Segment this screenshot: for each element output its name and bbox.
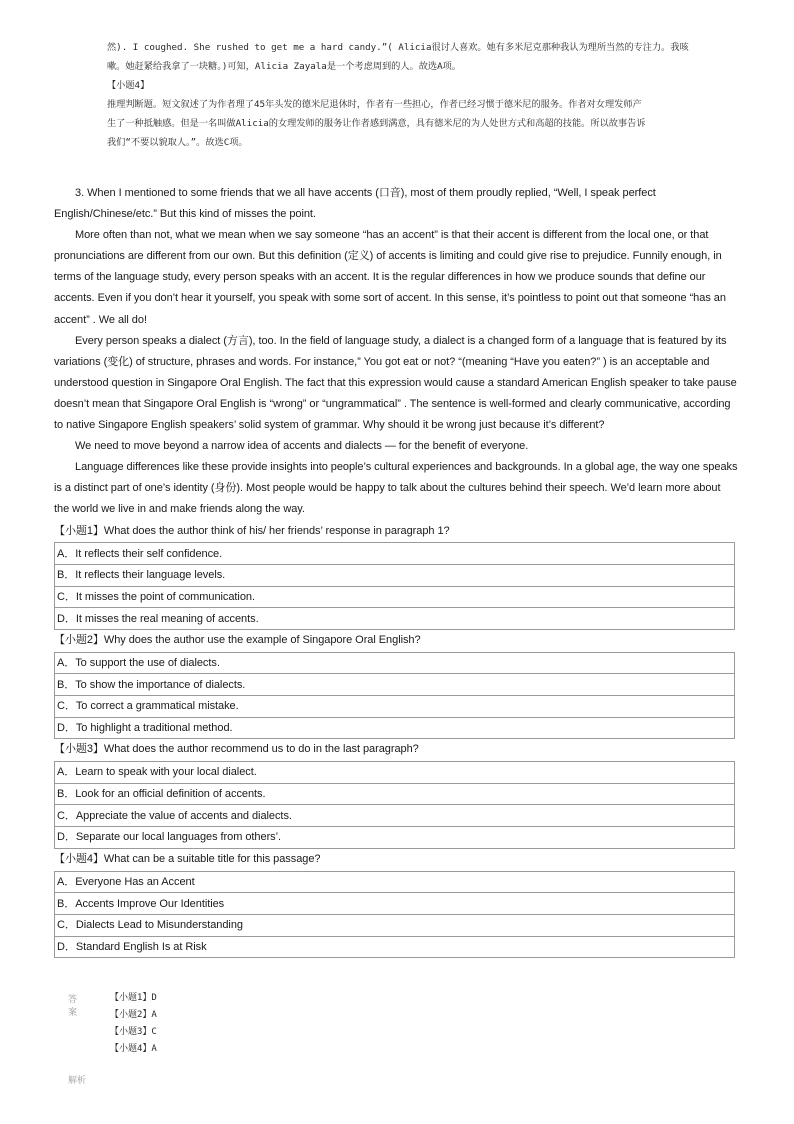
options-table <box>54 871 735 959</box>
question-title: 【小题1】What does the author think of his/ her friends’ response in paragraph 1? <box>54 524 450 537</box>
answer-item: 【小题3】C <box>110 1027 157 1037</box>
answers-label: 答案 <box>68 995 78 1018</box>
answers-list <box>110 992 250 1060</box>
explanation-line: 推理判断题。短文叙述了为作者理了45年头发的德米尼退休时，作者有一些担心，作者已经习惯于德米尼的服务。作者对女理发师产 <box>107 99 642 110</box>
passage-paragraph-2: More often than not, what we mean when we say someone “has an accent” is that their accent is different from the local one, or that pronunciations are different from our own. But this definition (定义) of accents is limiting and could give rise to prejudice. Funnily enough, in terms of the language study, every person speaks with an accent. It is the regular differences in how we produce sounds that define our accents. Even if you don’t hear it yourself, you speak with some sort of accent. In this sense, it’s pointless to point out that someone “has an accent” . We all do! <box>54 229 726 326</box>
answer-item: 【小题2】A <box>110 1010 157 1020</box>
option-b[interactable]: B．To show the importance of dialects. <box>55 674 735 696</box>
options-table <box>54 542 735 630</box>
question-2 <box>54 630 738 739</box>
option-c[interactable]: C．To correct a grammatical mistake. <box>55 696 735 718</box>
option-a[interactable]: A．It reflects their self confidence. <box>55 543 735 565</box>
question-1 <box>54 521 738 630</box>
passage-paragraph-1: 3. When I mentioned to some friends that we all have accents (口音), most of them proudly replied, “Well, I speak perfect English/Chinese/etc.” But this kind of misses the point. <box>54 187 656 221</box>
sub-question-heading: 【小题4】 <box>107 80 150 91</box>
previous-explanation <box>107 38 722 152</box>
options-table <box>54 761 735 849</box>
option-d[interactable]: D．Separate our local languages from others’. <box>55 827 735 849</box>
passage-paragraph-3: Every person speaks a dialect (方言), too. In the field of language study, a dialect is a changed form of a language that is featured by its variations (变化) of structure, phrases and words. For instance,” You got eat or not? “(meaning “Have you eaten?” ) is an acceptable and understood question in Singapore Oral English. The fact that this expression would cause a standard American English speaker to take pause doesn’t mean that Singapore Oral English is “wrong” or “ungrammatical” . The sentence is well-formed and clearly communicative, according to native Singapore English speakers’ solid system of grammar. Why should it be wrong just because it’s different? <box>54 334 737 432</box>
option-c[interactable]: C．It misses the point of communication. <box>55 586 735 608</box>
question-title: 【小题4】What can be a suitable title for this passage? <box>54 852 321 865</box>
explanation-line: 然). I coughed. She rushed to get me a hard candy.”( Alicia很讨人喜欢。她有多米尼克那种我认为理所当然的专注力。我咳 <box>107 42 689 53</box>
option-c[interactable]: C．Dialects Lead to Misunderstanding <box>55 914 735 936</box>
option-a[interactable]: A．To support the use of dialects. <box>55 652 735 674</box>
passage-paragraph-5: Language differences like these provide insights into people’s cultural experiences and backgrounds. In a global age, the way one speaks is a distinct part of one’s identity (身份). Most people would be happy to talk about the cultures behind their speech. We’d learn more about the world we live in and make friends along the way. <box>54 461 738 516</box>
question-4 <box>54 849 738 958</box>
option-a[interactable]: A．Everyone Has an Accent <box>55 871 735 893</box>
option-c[interactable]: C．Appreciate the value of accents and dialects. <box>55 805 735 827</box>
question-3 <box>54 739 738 848</box>
reading-passage <box>54 183 738 958</box>
question-title: 【小题2】Why does the author use the example of Singapore Oral English? <box>54 633 421 646</box>
question-title: 【小题3】What does the author recommend us to do in the last paragraph? <box>54 743 419 756</box>
option-b[interactable]: B．Look for an official definition of accents. <box>55 783 735 805</box>
answer-item: 【小题1】D <box>110 993 157 1003</box>
option-b[interactable]: B．Accents Improve Our Identities <box>55 893 735 915</box>
passage-paragraph-4: We need to move beyond a narrow idea of accents and dialects — for the benefit of everyone. <box>75 440 529 453</box>
option-d[interactable]: D．Standard English Is at Risk <box>55 936 735 958</box>
option-d[interactable]: D．To highlight a traditional method. <box>55 717 735 739</box>
analysis-label: 解析 <box>68 1076 87 1086</box>
explanation-line: 嗽。她赶紧给我拿了一块糖。)可知，Alicia Zayala是一个考虑周到的人。故选A项。 <box>107 61 461 72</box>
explanation-line: 我们“不要以貌取人。”。故选C项。 <box>107 137 248 148</box>
option-d[interactable]: D．It misses the real meaning of accents. <box>55 608 735 630</box>
option-b[interactable]: B．It reflects their language levels. <box>55 564 735 586</box>
answer-item: 【小题4】A <box>110 1044 157 1054</box>
option-a[interactable]: A．Learn to speak with your local dialect. <box>55 762 735 784</box>
options-table <box>54 652 735 740</box>
explanation-line: 生了一种抵触感。但是一名叫做Alicia的女理发师的服务让作者感到满意，具有德米尼的为人处世方式和高超的技能。所以故事告诉 <box>107 118 646 129</box>
